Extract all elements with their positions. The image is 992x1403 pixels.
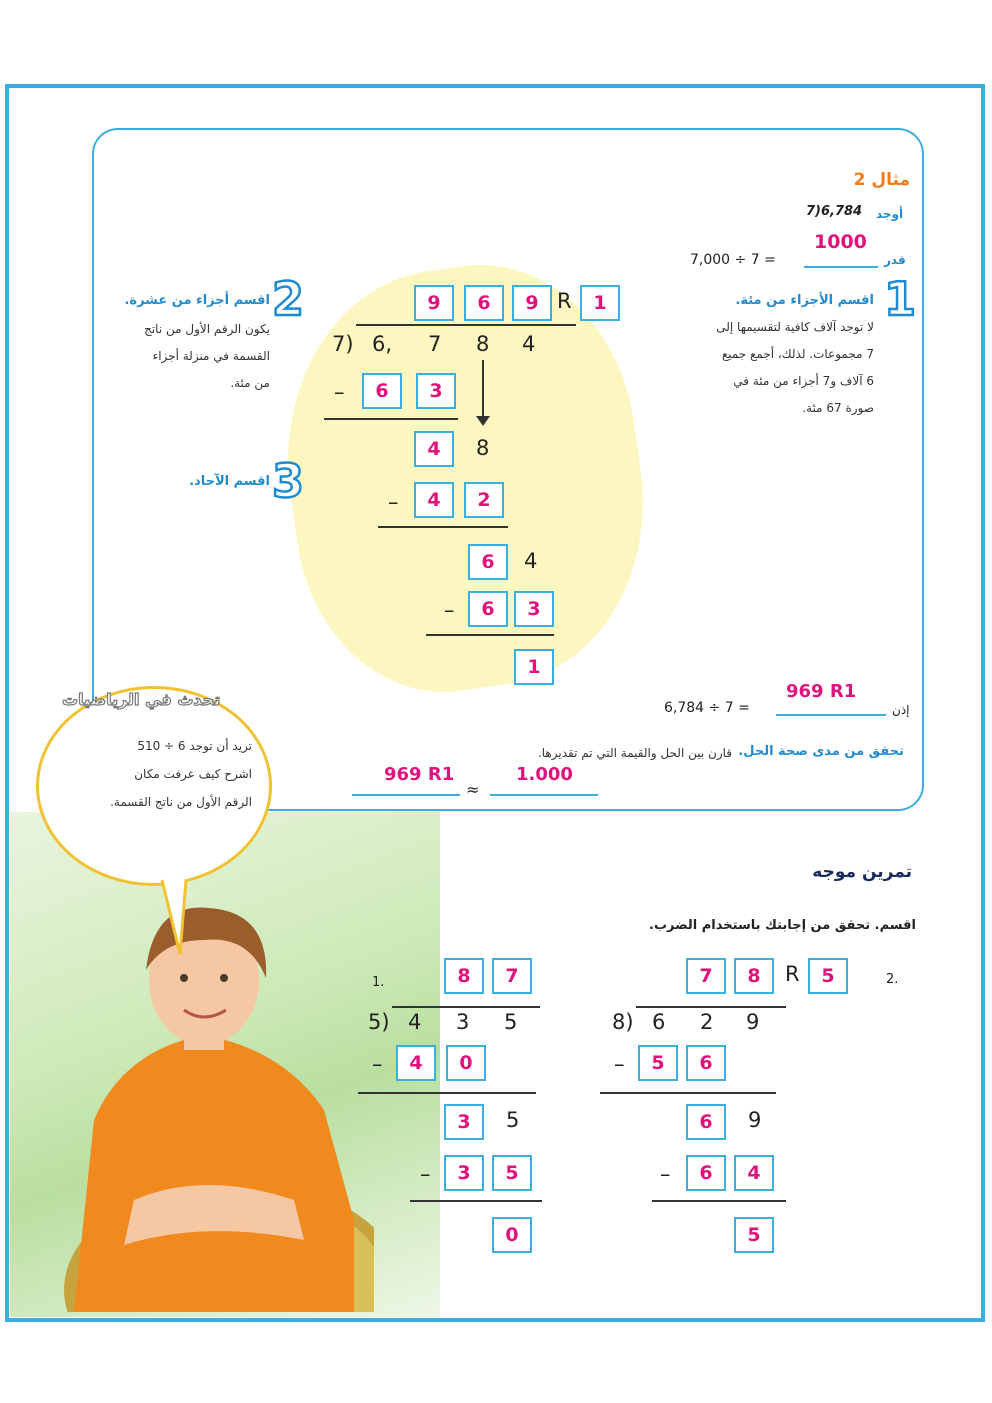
divisor: 5) bbox=[368, 1010, 390, 1034]
step-1-line: صورة 67 مئة. bbox=[802, 401, 874, 415]
minus-sign: – bbox=[372, 1052, 383, 1076]
subtraction-line bbox=[652, 1200, 786, 1202]
minus-sign: – bbox=[420, 1162, 431, 1186]
step-2-line: يكون الرقم الأول من ناتج bbox=[144, 322, 270, 336]
quotient-box: 9 bbox=[414, 285, 454, 321]
talk-math-title: تحدث في الرياضيات bbox=[62, 690, 221, 709]
quotient-box: 7 bbox=[492, 958, 532, 994]
dividend-digit: 7 bbox=[428, 332, 442, 356]
minus-sign: – bbox=[660, 1162, 671, 1186]
answer-box: 4 bbox=[734, 1155, 774, 1191]
dividend-digit: 3 bbox=[456, 1010, 470, 1034]
step-1-line: 7 مجموعات. لذلك، أجمع جميع bbox=[721, 347, 874, 361]
remainder-box: 5 bbox=[808, 958, 848, 994]
remainder-label: R bbox=[557, 289, 572, 313]
talk-line: اشرح كيف عرفت مكان bbox=[134, 767, 252, 781]
result-expression: 6,784 ÷ 7 = bbox=[664, 700, 750, 716]
divisor: 7) bbox=[332, 332, 354, 356]
speech-bubble-tail bbox=[160, 878, 190, 958]
minus-sign: – bbox=[614, 1052, 625, 1076]
step-1-title: اقسم الأجزاء من مئة. bbox=[735, 293, 874, 308]
answer-box: 6 bbox=[686, 1155, 726, 1191]
step-1-number: 1 bbox=[884, 272, 917, 326]
brought-down-digit: 4 bbox=[524, 549, 538, 573]
estimate-answer: 1000 bbox=[814, 231, 867, 253]
subtraction-line bbox=[378, 526, 508, 528]
result-answer-line bbox=[776, 714, 886, 716]
brought-down-digit: 5 bbox=[506, 1108, 520, 1132]
subtraction-line bbox=[600, 1092, 776, 1094]
step-2-line: من مئة. bbox=[230, 376, 270, 390]
answer-box: 6 bbox=[468, 544, 508, 580]
answer-box: 6 bbox=[686, 1104, 726, 1140]
final-remainder-box: 5 bbox=[734, 1217, 774, 1253]
practice-title: تمرين موجه bbox=[812, 862, 912, 882]
talk-math-text bbox=[56, 732, 252, 816]
check-line-left bbox=[352, 794, 460, 796]
division-bar bbox=[392, 1006, 540, 1008]
step-2-number: 2 bbox=[272, 272, 305, 326]
find-label: أوجد bbox=[876, 207, 904, 221]
answer-box: 3 bbox=[444, 1155, 484, 1191]
answer-box: 4 bbox=[396, 1045, 436, 1081]
check-approx-sign: ≈ bbox=[466, 780, 480, 799]
dividend-digit: 5 bbox=[504, 1010, 518, 1034]
problem-1-number: 1. bbox=[372, 975, 385, 990]
division-bar bbox=[636, 1006, 786, 1008]
check-estimate-right: 1.000 bbox=[516, 764, 573, 785]
answer-box: 0 bbox=[446, 1045, 486, 1081]
answer-box: 2 bbox=[464, 482, 504, 518]
talk-line: تريد أن توجد 6 ÷ 510 bbox=[137, 739, 252, 753]
dividend-digit: 6, bbox=[372, 332, 393, 356]
step-2-title: اقسم أجزاء من عشرة. bbox=[124, 293, 270, 308]
dividend-digit: 9 bbox=[746, 1010, 760, 1034]
arrow-head-icon bbox=[476, 416, 490, 426]
dividend-digit: 4 bbox=[408, 1010, 422, 1034]
quotient-box: 8 bbox=[734, 958, 774, 994]
estimate-answer-line bbox=[804, 266, 878, 268]
brought-down-digit: 9 bbox=[748, 1108, 762, 1132]
check-line-right bbox=[490, 794, 598, 796]
subtraction-line bbox=[410, 1200, 542, 1202]
minus-sign: – bbox=[444, 598, 455, 622]
remainder-label: R bbox=[785, 962, 800, 986]
remainder-box: 1 bbox=[580, 285, 620, 321]
final-remainder-box: 0 bbox=[492, 1217, 532, 1253]
check-text: قارن بين الحل والقيمة التي تم تقديرها. bbox=[537, 746, 732, 760]
final-remainder-box: 1 bbox=[514, 649, 554, 685]
dividend-digit: 6 bbox=[652, 1010, 666, 1034]
practice-instruction: اقسم. تحقق من إجابتك باستخدام الضرب. bbox=[649, 918, 916, 933]
estimate-label: قدر bbox=[884, 253, 906, 267]
step-1-line: لا توجد آلاف كافية لتقسيمها إلى bbox=[716, 320, 874, 334]
subtraction-line bbox=[358, 1092, 536, 1094]
minus-sign: – bbox=[334, 380, 345, 404]
brought-down-digit: 8 bbox=[476, 436, 490, 460]
check-title: تحقق من مدى صحة الحل. bbox=[738, 744, 904, 759]
answer-box: 4 bbox=[414, 431, 454, 467]
minus-sign: – bbox=[388, 490, 399, 514]
estimate-expression: 7,000 ÷ 7 = bbox=[690, 252, 776, 268]
answer-box: 4 bbox=[414, 482, 454, 518]
quotient-box: 6 bbox=[464, 285, 504, 321]
check-estimate-left: 969 R1 bbox=[384, 764, 455, 785]
answer-box: 5 bbox=[638, 1045, 678, 1081]
dividend-digit: 8 bbox=[476, 332, 490, 356]
bring-down-arrow bbox=[482, 360, 484, 422]
example-title: مثال 2 bbox=[853, 170, 910, 190]
step-1-line: 6 آلاف و7 أجزاء من مئة في bbox=[733, 374, 874, 388]
dividend-digit: 2 bbox=[700, 1010, 714, 1034]
answer-box: 3 bbox=[444, 1104, 484, 1140]
find-expression: 7)6,784 bbox=[806, 204, 863, 219]
step-3-number: 3 bbox=[272, 454, 305, 508]
answer-box: 6 bbox=[468, 591, 508, 627]
result-answer: 969 R1 bbox=[786, 681, 857, 702]
step-2-text bbox=[90, 316, 270, 397]
result-label: إذن bbox=[892, 703, 910, 717]
dividend-digit: 4 bbox=[522, 332, 536, 356]
step-1-text bbox=[654, 314, 874, 422]
answer-box: 3 bbox=[416, 373, 456, 409]
subtraction-line bbox=[324, 418, 458, 420]
answer-box: 5 bbox=[492, 1155, 532, 1191]
quotient-box: 9 bbox=[512, 285, 552, 321]
talk-line: الرقم الأول من ناتج القسمة. bbox=[110, 795, 252, 809]
step-2-line: القسمة في منزلة أجزاء bbox=[152, 349, 270, 363]
answer-box: 6 bbox=[362, 373, 402, 409]
quotient-box: 8 bbox=[444, 958, 484, 994]
student-photo bbox=[54, 900, 374, 1312]
step-3-title: اقسم الآحاد. bbox=[189, 474, 270, 489]
quotient-box: 7 bbox=[686, 958, 726, 994]
answer-box: 6 bbox=[686, 1045, 726, 1081]
division-bar bbox=[356, 324, 576, 326]
answer-box: 3 bbox=[514, 591, 554, 627]
problem-2-number: 2. bbox=[886, 972, 899, 987]
divisor: 8) bbox=[612, 1010, 634, 1034]
subtraction-line bbox=[426, 634, 554, 636]
